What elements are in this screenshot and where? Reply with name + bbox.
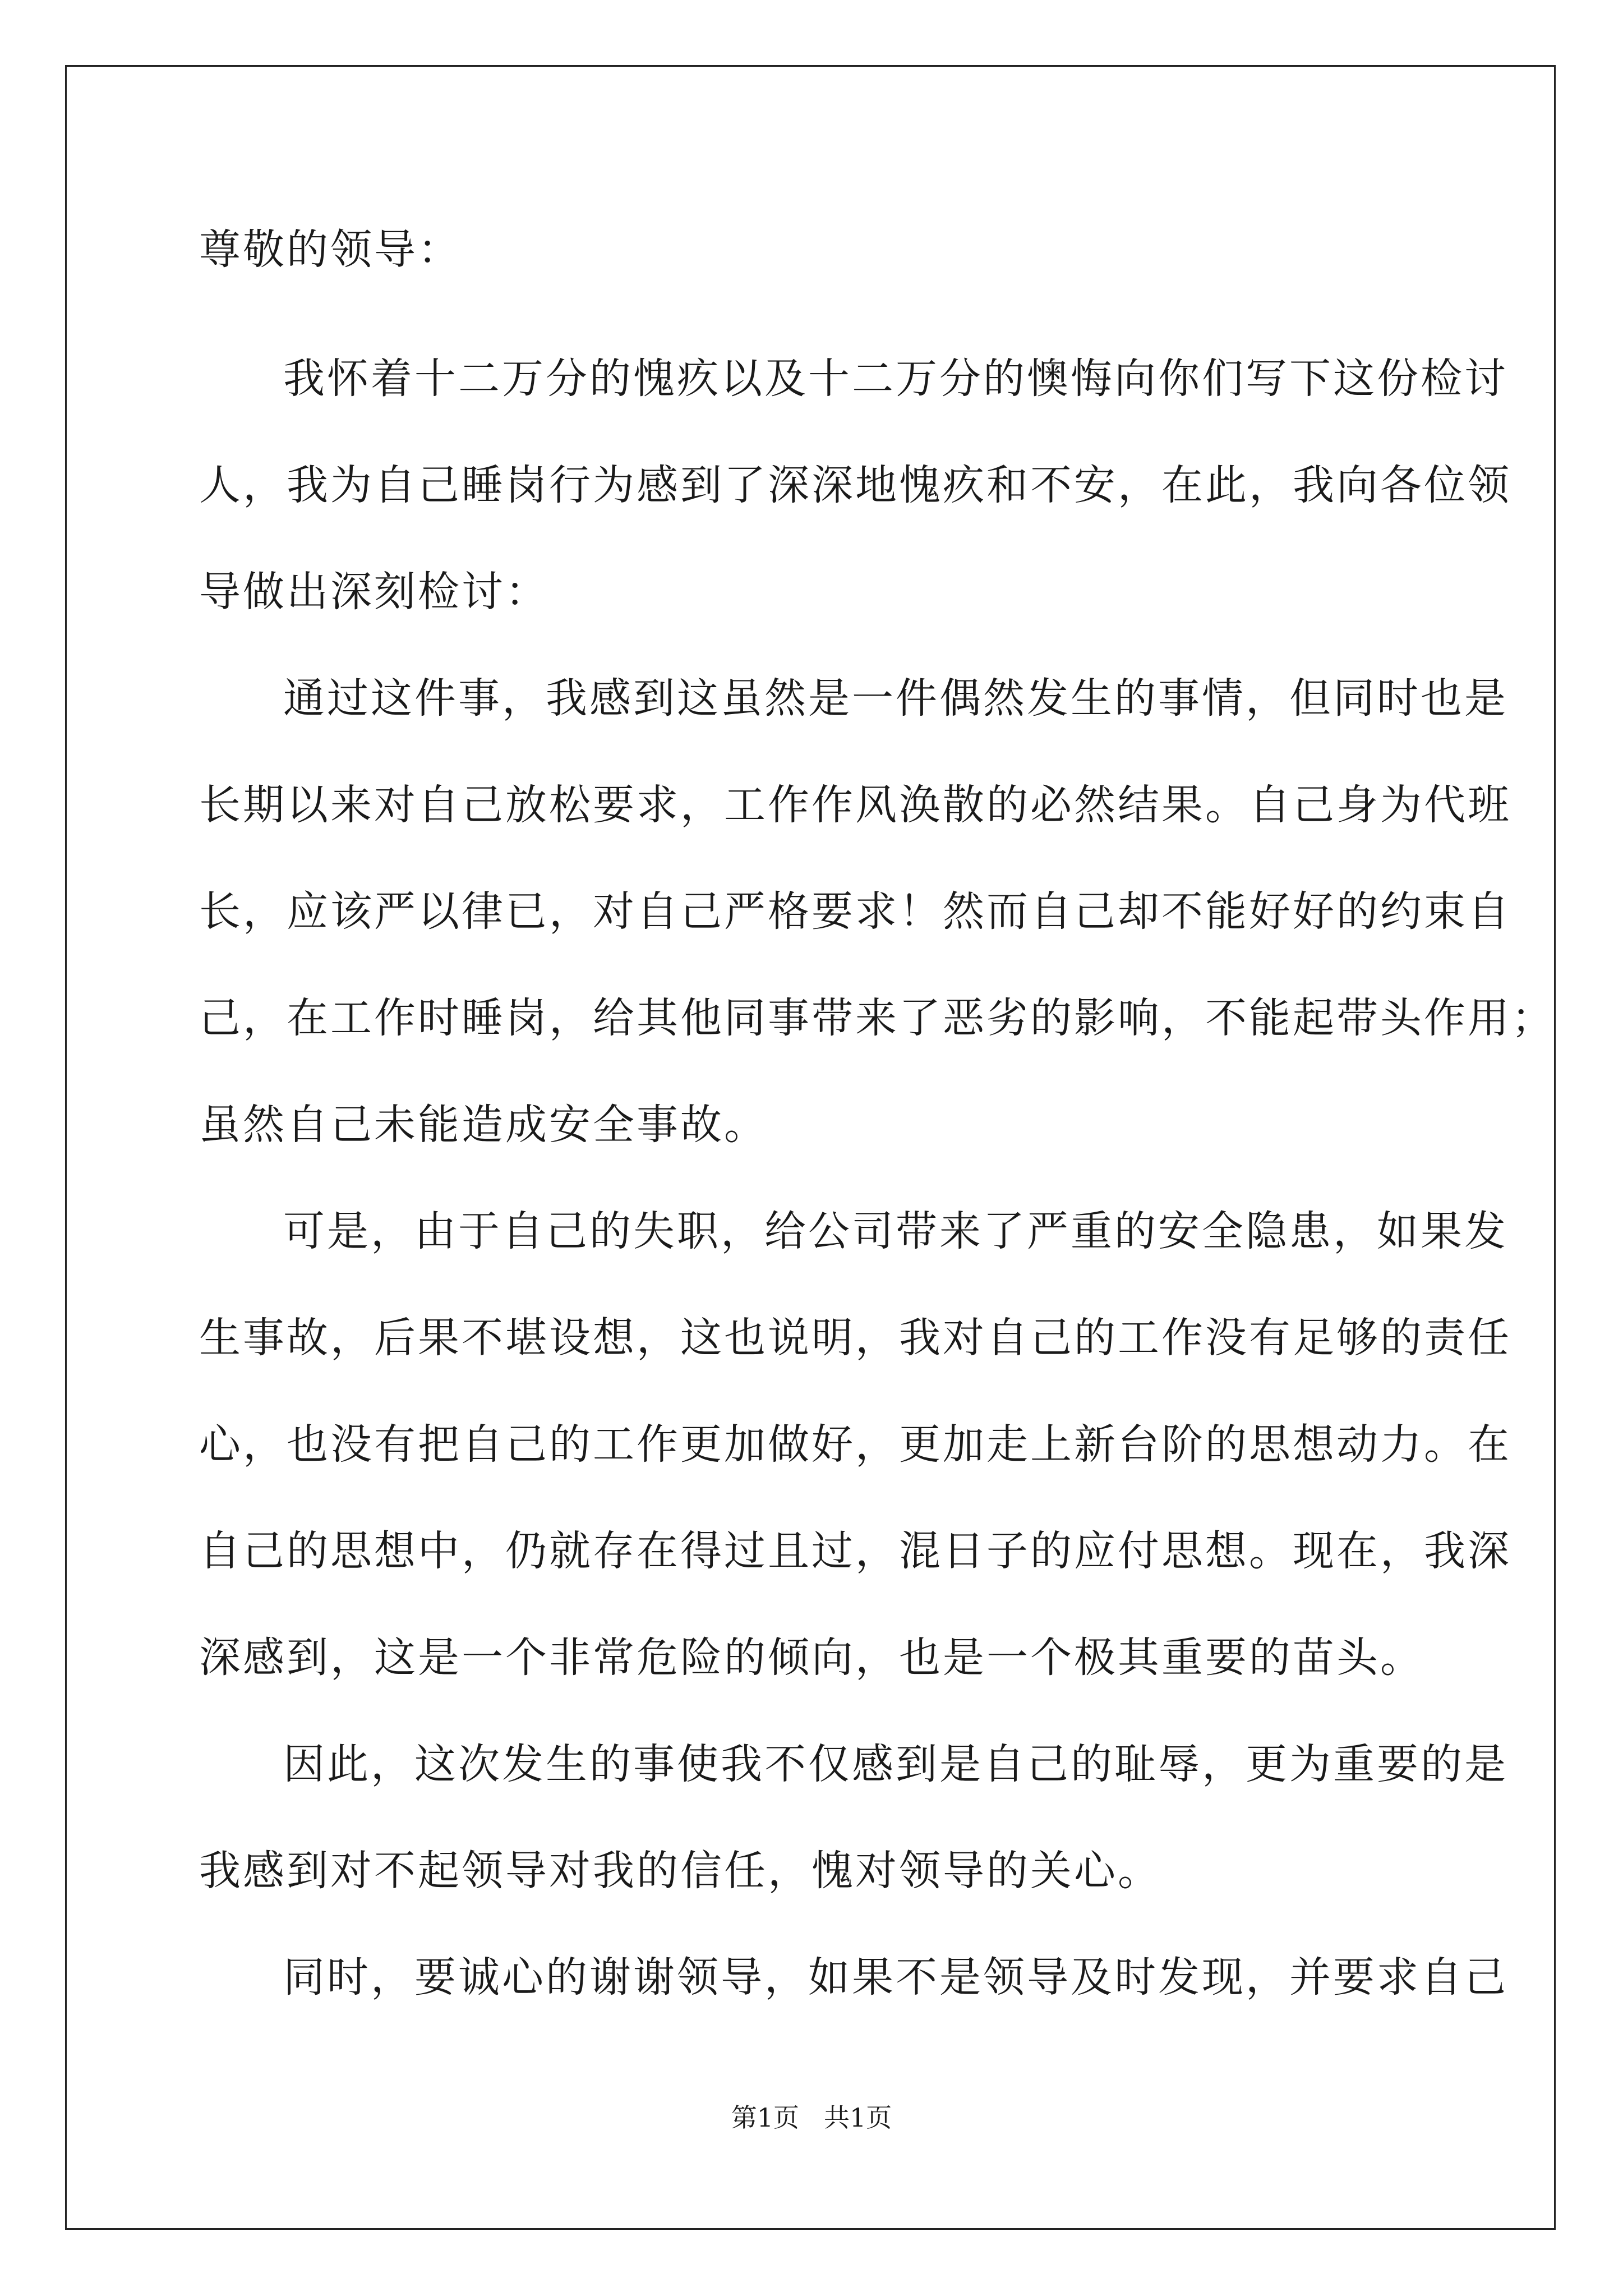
body-line: 心，也没有把自己的工作更加做好，更加走上新台阶的思想动力。在: [199, 1420, 1511, 1469]
body-line: 通过这件事，我感到这虽然是一件偶然发生的事情，但同时也是: [283, 674, 1508, 723]
body-line: 人，我为自己睡岗行为感到了深深地愧疚和不安，在此，我向各位领: [199, 461, 1511, 509]
body-line: 生事故，后果不堪设想，这也说明，我对自己的工作没有足够的责任: [199, 1314, 1511, 1362]
body-line: 深感到，这是一个非常危险的倾向，也是一个极其重要的苗头。: [199, 1634, 1424, 1682]
page-footer: [0, 2101, 1623, 2134]
body-line: 导做出深刻检讨：: [199, 568, 549, 616]
body-line: 自己的思想中，仍就存在得过且过，混日子的应付思想。现在，我深: [199, 1527, 1511, 1575]
body-line: 己，在工作时睡岗，给其他同事带来了恶劣的影响，不能起带头作用；: [199, 994, 1555, 1042]
body-line: 同时，要诚心的谢谢领导，如果不是领导及时发现，并要求自己: [283, 1953, 1508, 2001]
body-line: 长期以来对自己放松要求，工作作风涣散的必然结果。自己身为代班: [199, 781, 1511, 829]
document-body: [199, 224, 1555, 2031]
body-line: 长，应该严以律已，对自己严格要求！然而自己却不能好好的约束自: [199, 887, 1511, 936]
body-line: 可是，由于自己的失职，给公司带来了严重的安全隐患，如果发: [283, 1207, 1508, 1255]
body-line: 我怀着十二万分的愧疚以及十二万分的懊悔向你们写下这份检讨: [283, 355, 1508, 403]
page-count: 共1页: [824, 2102, 892, 2133]
body-line: 我感到对不起领导对我的信任，愧对领导的关心。: [199, 1847, 1161, 1895]
body-line: 虽然自己未能造成安全事故。: [199, 1101, 768, 1149]
salutation: 尊敬的领导：: [199, 226, 462, 274]
body-line: 因此，这次发生的事使我不仅感到是自己的耻辱，更为重要的是: [283, 1740, 1508, 1788]
page-number: 第1页: [731, 2102, 799, 2133]
